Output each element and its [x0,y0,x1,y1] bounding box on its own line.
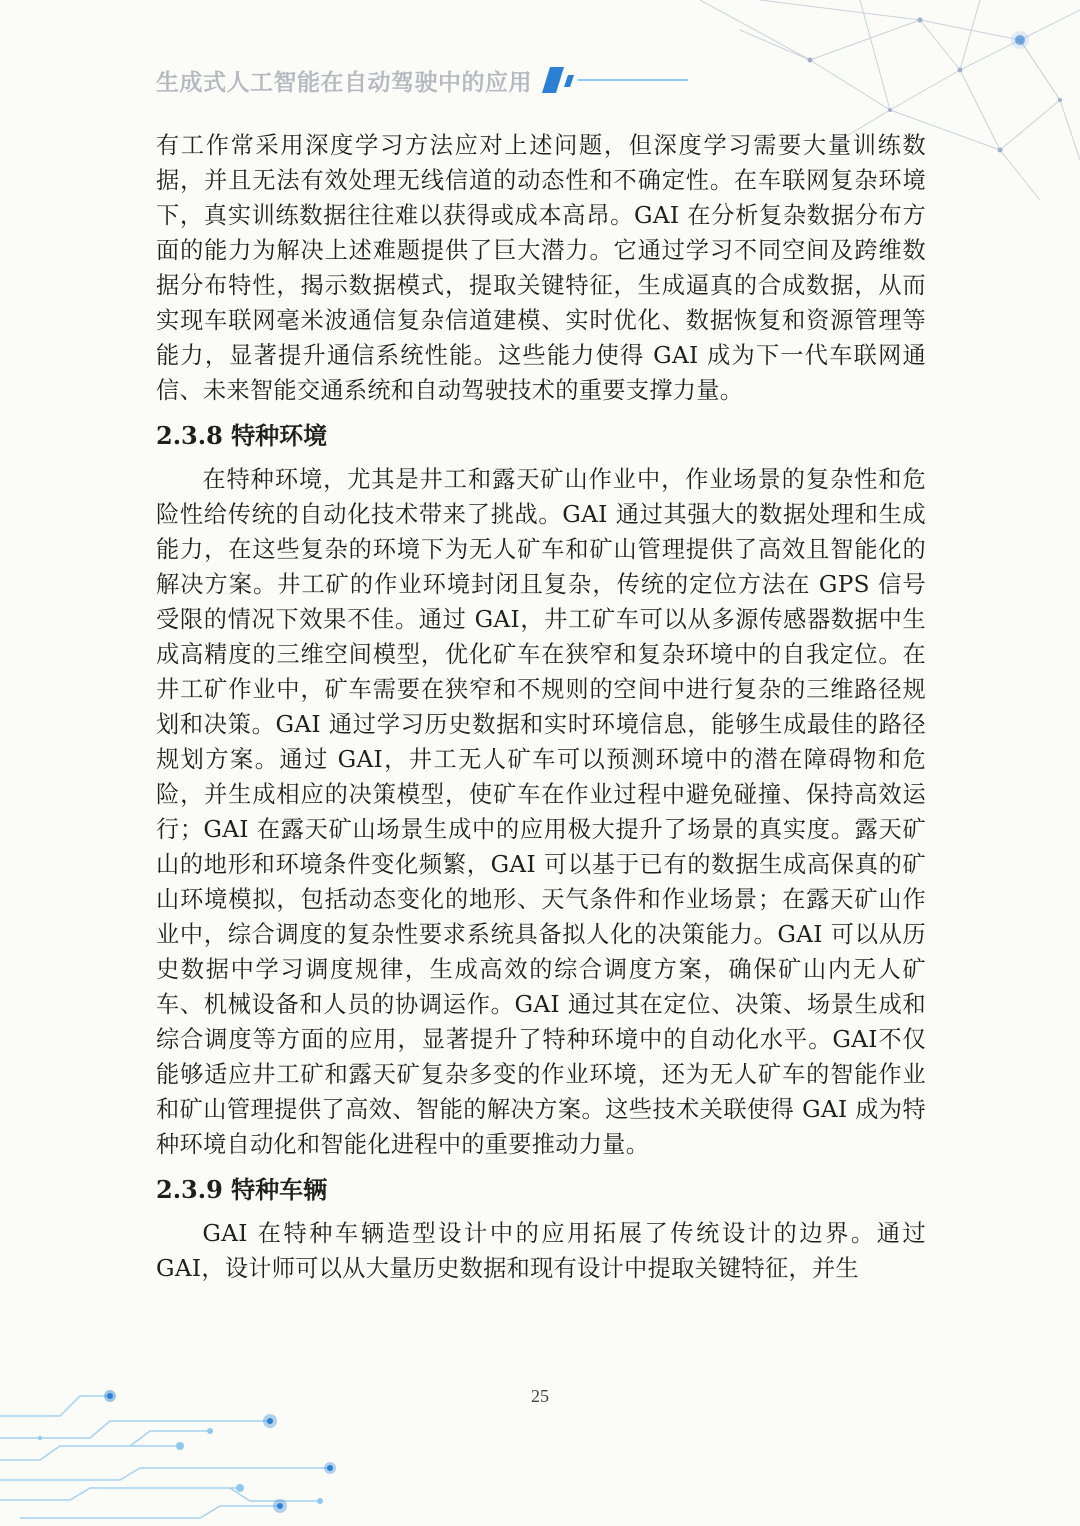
intro-paragraph: 有工作常采用深度学习方法应对上述问题，但深度学习需要大量训练数据，并且无法有效处理无线信道的动态性和不确定性。在车联网复杂环境下，真实训练数据往往难以获得或成本高昂。GAI 在分析复杂数据分布方面的能力为解决上述难题提供了巨大潜力。它通过学习不同空间及跨维数据分布特性，揭示数据模式，提取关键特征，生成逼真的合成数据，从而实现车联网毫米波通信复杂信道建模、实时优化、数据恢复和资源管理等能力，显著提升通信系统性能。这些能力使得 GAI 成为下一代车联网通信、未来智能交通系统和自动驾驶技术的重要支撑力量。 [156,132,926,404]
section-heading-special-vehicles: 2.3.9 特种车辆 [156,1175,328,1204]
section-heading-special-environment: 2.3.8 特种环境 [156,421,328,450]
section-paragraph-special-environment: 在特种环境，尤其是井工和露天矿山作业中，作业场景的复杂性和危险性给传统的自动化技术带来了挑战。GAI 通过其强大的数据处理和生成能力，在这些复杂的环境下为无人矿车和矿山管理提供了高效且智能化的解决方案。井工矿的作业环境封闭且复杂，传统的定位方法在 GPS 信号受限的情况下效果不佳。通过 GAI，井工矿车可以从多源传感器数据中生成高精度的三维空间模型，优化矿车在狭窄和复杂环境中的自我定位。在井工矿作业中，矿车需要在狭窄和不规则的空间中进行复杂的三维路径规划和决策。GAI 通过学习历史数据和实时环境信息，能够生成最佳的路径规划方案。通过 GAI，井工无人矿车可以预测环境中的潜在障碍物和危险，并生成相应的决策模型，使矿车在作业过程中避免碰撞、保持高效运行；GAI 在露天矿山场景生成中的应用极大提升了场景的真实度。露天矿山的地形和环境条件变化频繁，GAI 可以基于已有的数据生成高保真的矿山环境模拟，包括动态变化的地形、天气条件和作业场景；在露天矿山作业中，综合调度的复杂性要求系统具备拟人化的决策能力。GAI 可以从历史数据中学习调度规律，生成高效的综合调度方案，确保矿山内无人矿车、机械设备和人员的协调运作。GAI 通过其在定位、决策、场景生成和综合调度等方面的应用，显著提升了特种环境中的自动化水平。GAI不仅能够适应井工矿和露天矿复杂多变的作业环境，还为无人矿车的智能作业和矿山管理提供了高效、智能的解决方案。这些技术关联使得 GAI 成为特种环境自动化和智能化进程中的重要推动力量。 [156,466,926,1158]
main-content [156,128,926,1286]
running-title: 生成式人工智能在自动驾驶中的应用 [156,69,532,96]
header-stripe-mark [542,65,692,95]
section-paragraph-special-vehicles: GAI 在特种车辆造型设计中的应用拓展了传统设计的边界。通过 GAI，设计师可以从大量历史数据和现有设计中提取关键特征，并生 [156,1220,926,1282]
page-number: 25 [531,1386,549,1406]
running-header [156,62,692,98]
circuit-decoration [0,1376,420,1526]
